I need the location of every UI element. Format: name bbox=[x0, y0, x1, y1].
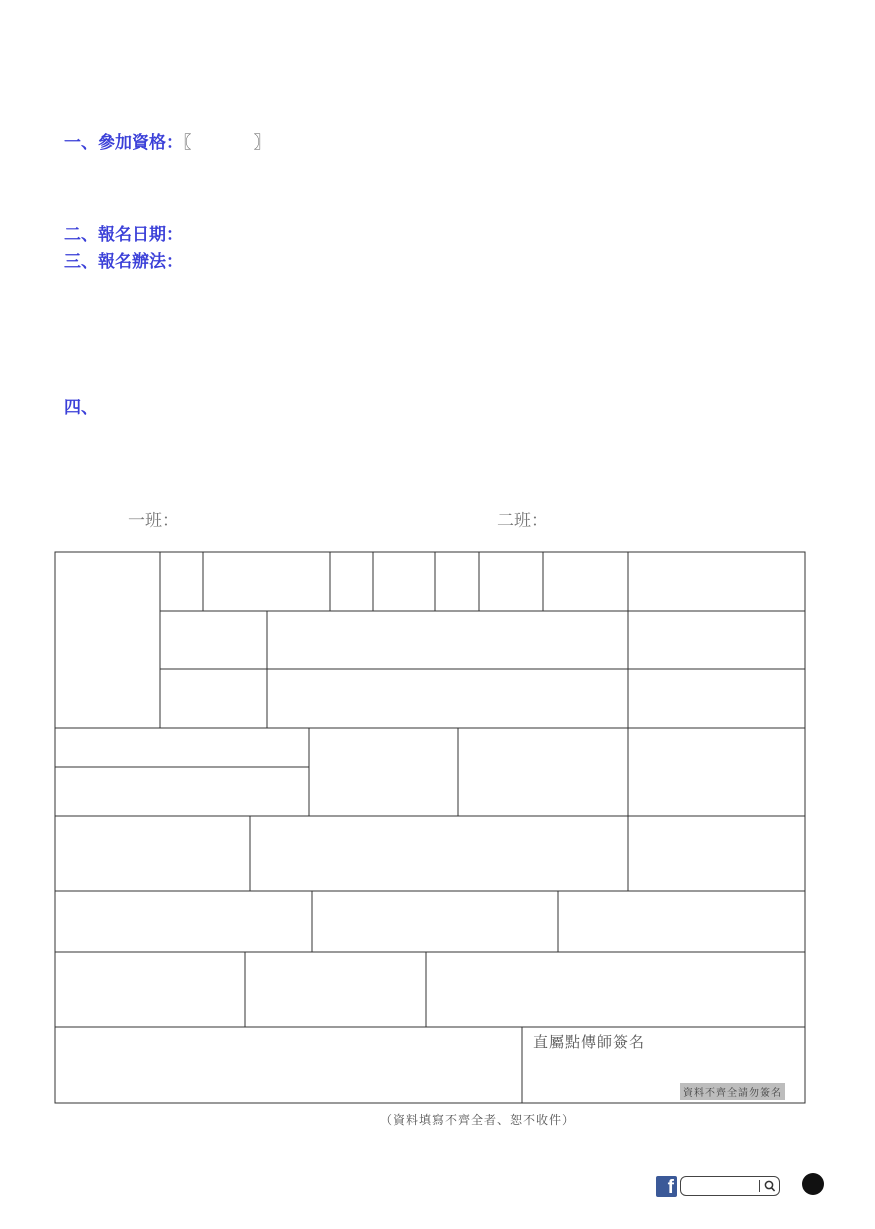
search-box[interactable] bbox=[680, 1176, 780, 1196]
page-marker-dot bbox=[802, 1173, 824, 1195]
bracket-close: 〗 bbox=[253, 133, 271, 153]
section-1-label: 一、參加資格： bbox=[64, 133, 183, 153]
search-icon[interactable] bbox=[764, 1179, 776, 1193]
search-separator bbox=[759, 1180, 760, 1192]
signature-note: 資料不齊全請勿簽名 bbox=[680, 1083, 785, 1100]
section-4-heading: 四、 bbox=[64, 398, 98, 418]
facebook-icon[interactable]: f bbox=[656, 1176, 677, 1197]
bracket-open: 〖 bbox=[183, 133, 192, 153]
section-3-heading: 三、報名辦法： bbox=[64, 252, 183, 272]
form-footnote: （資料填寫不齊全者、恕不收件） bbox=[380, 1113, 576, 1127]
form-outer-border bbox=[55, 552, 805, 1103]
class-two-label: 二班： bbox=[497, 511, 548, 531]
class-one-label: 一班： bbox=[128, 511, 179, 531]
section-2-heading: 二、報名日期： bbox=[64, 225, 183, 245]
signature-label: 直屬點傳師簽名 bbox=[533, 1033, 646, 1051]
